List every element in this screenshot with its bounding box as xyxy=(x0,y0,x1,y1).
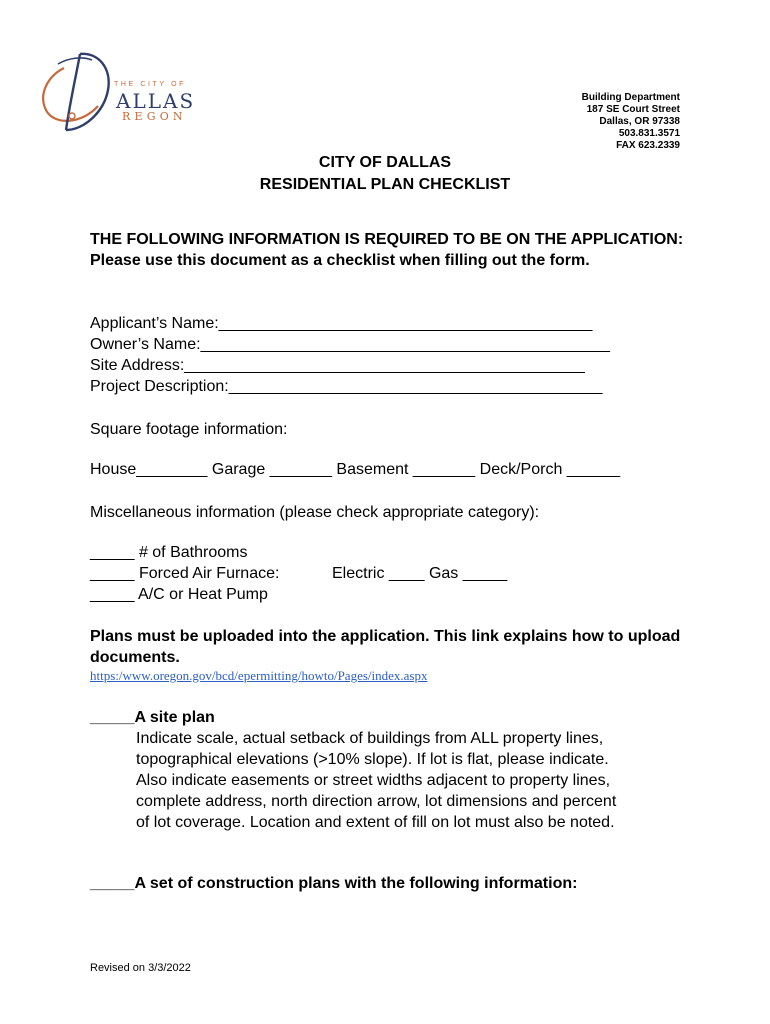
logo-sub-text: REGON xyxy=(122,110,187,123)
department-info xyxy=(582,92,680,152)
field-row-project-description[interactable] xyxy=(90,376,610,397)
field-label: Owner’s Name: xyxy=(90,336,201,353)
site-plan-description xyxy=(136,728,696,833)
department-phone: 503.831.3571 xyxy=(618,128,680,139)
misc-checklist xyxy=(90,542,279,605)
city-logo xyxy=(36,46,196,138)
field-blank: __________________________________________ xyxy=(228,378,603,395)
site-plan-line: topographical elevations (>10% slope). If lot is flat, please indicate. xyxy=(136,751,609,768)
upload-howto-link[interactable]: https:/www.oregon.gov/bcd/epermitting/howto/Pages/index.aspx xyxy=(90,668,428,683)
department-fax: FAX 623.2339 xyxy=(616,140,680,151)
logo-main-text: ALLAS xyxy=(116,89,196,113)
applicant-fields xyxy=(90,313,610,397)
misc-label: Miscellaneous information (please check appropriate category): xyxy=(90,504,540,521)
site-plan-heading[interactable]: _____A site plan xyxy=(90,709,215,726)
misc-item-ac[interactable]: _____ A/C or Heat Pump xyxy=(90,586,268,603)
department-street: 187 SE Court Street xyxy=(586,104,680,115)
misc-item-bathrooms[interactable]: _____ # of Bathrooms xyxy=(90,544,248,561)
field-row-applicant[interactable] xyxy=(90,313,610,334)
title-line-1: CITY OF DALLAS xyxy=(318,154,452,171)
field-row-owner[interactable] xyxy=(90,334,610,355)
plans-upload-text: Plans must be uploaded into the application. This link explains how to upload documents. xyxy=(90,628,681,666)
required-info-text: THE FOLLOWING INFORMATION IS REQUIRED TO BE ON THE APPLICATION: Please use this document as a checklist when filling out the form. xyxy=(90,231,684,269)
field-blank: _____________________________________________ xyxy=(184,357,585,374)
square-footage-line[interactable]: House________ Garage _______ Basement _______ Deck/Porch ______ xyxy=(90,461,621,478)
field-label: Applicant’s Name: xyxy=(90,315,219,332)
construction-plans-heading[interactable]: _____A set of construction plans with the following information: xyxy=(90,875,578,892)
title-line-2: RESIDENTIAL PLAN CHECKLIST xyxy=(259,176,511,193)
site-plan-line: Indicate scale, actual setback of buildings from ALL property lines, xyxy=(136,730,604,747)
department-city: Dallas, OR 97338 xyxy=(599,116,680,127)
logo-small-text: THE CITY OF xyxy=(114,81,187,88)
field-label: Project Description: xyxy=(90,378,229,395)
field-label: Site Address: xyxy=(90,357,185,374)
square-footage-label: Square footage information: xyxy=(90,421,288,438)
revised-date: Revised on 3/3/2022 xyxy=(90,962,191,974)
site-plan-line: of lot coverage. Location and extent of fill on lot must also be noted. xyxy=(136,814,615,831)
department-name: Building Department xyxy=(581,92,680,103)
misc-item-furnace[interactable]: _____ Forced Air Furnace: xyxy=(90,565,280,582)
field-row-site-address[interactable] xyxy=(90,355,610,376)
misc-electric-gas[interactable]: Electric ____ Gas _____ xyxy=(332,565,508,582)
field-blank: __________________________________________ xyxy=(218,315,593,332)
field-blank: ______________________________________________ xyxy=(200,336,610,353)
site-plan-line: Also indicate easements or street widths adjacent to property lines, xyxy=(136,772,611,789)
page-title xyxy=(0,152,770,196)
site-plan-line: complete address, north direction arrow, lot dimensions and percent xyxy=(136,793,617,810)
